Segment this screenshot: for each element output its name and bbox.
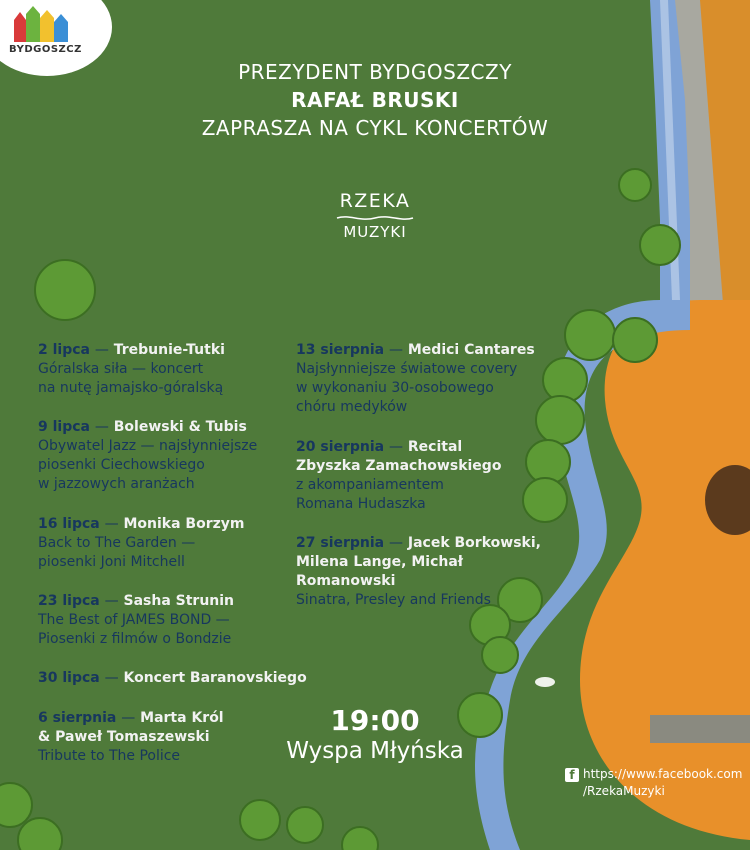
concert-artist: Trebunie-Tutki: [113, 342, 225, 358]
concert-date: 2 lipca: [38, 342, 90, 358]
concert-entry: 20 sierpnia — Recital Zbyszka Zamachowskiego z akompaniamentem Romana Hudaszka: [296, 438, 566, 514]
concert-artist: Monika Borzym: [123, 516, 245, 532]
concert-date: 9 lipca: [38, 419, 90, 435]
facebook-url-line-1[interactable]: https://www.facebook.com: [583, 767, 743, 781]
concert-artist: Recital: [407, 439, 463, 455]
concert-date: 27 sierpnia: [296, 535, 385, 551]
concert-entry: 9 lipca — Bolewski & Tubis Obywatel Jazz — najsłynniejsze piosenki Ciechowskiego w jazzowych aranżach: [38, 418, 298, 494]
concert-date: 6 sierpnia: [38, 710, 117, 726]
concert-desc: Najsłynniejsze światowe covery: [296, 361, 518, 377]
concert-entry: 6 sierpnia — Marta Król & Paweł Tomaszewski Tribute to The Police: [38, 709, 298, 766]
concert-desc: Góralska siła — koncert: [38, 361, 204, 377]
concert-desc: na nutę jamajsko-góralską: [38, 380, 224, 396]
concert-desc: chóru medyków: [296, 399, 408, 415]
concert-artist: Jacek Borkowski,: [407, 535, 541, 551]
event-brand: [325, 190, 425, 241]
logo-text: BYDGOSZCZ: [9, 44, 82, 55]
header-line-3: ZAPRASZA NA CYKL KONCERTÓW: [201, 116, 549, 140]
concert-desc: w jazzowych aranżach: [38, 476, 195, 492]
concert-entry: 13 sierpnia — Medici Cantares Najsłynniejsze światowe covery w wykonaniu 30-osobowego chóru medyków: [296, 341, 566, 417]
invitation-header: [0, 58, 750, 142]
concert-desc: piosenki Ciechowskiego: [38, 457, 205, 473]
concert-desc: piosenki Joni Mitchell: [38, 554, 185, 570]
concert-entry: 23 lipca — Sasha Strunin The Best of JAMES BOND — Piosenki z filmów o Bondzie: [38, 592, 298, 649]
concert-desc: Tribute to The Police: [38, 748, 181, 764]
concert-artist-2: & Paweł Tomaszewski: [38, 729, 210, 745]
brand-top: RZEKA: [339, 190, 411, 212]
concert-desc: Obywatel Jazz — najsłynniejsze: [38, 438, 258, 454]
brand-bottom: MUZYKI: [343, 223, 407, 241]
header-line-1: PREZYDENT BYDGOSZCZY: [238, 60, 512, 84]
concert-desc: Romana Hudaszka: [296, 496, 426, 512]
concert-date: 13 sierpnia: [296, 342, 385, 358]
event-time: 19:00: [330, 704, 420, 737]
concert-artist: Koncert Baranovskiego: [123, 670, 307, 686]
concert-artist: Marta Król: [140, 710, 224, 726]
concert-date: 16 lipca: [38, 516, 100, 532]
concert-artist-2: Zbyszka Zamachowskiego: [296, 458, 502, 474]
concert-date: 20 sierpnia: [296, 439, 385, 455]
facebook-url-line-2[interactable]: /RzekaMuzyki: [583, 784, 665, 798]
concert-desc: w wykonaniu 30-osobowego: [296, 380, 494, 396]
houses-icon: [12, 4, 72, 46]
concert-entry: 2 lipca — Trebunie-Tutki Góralska siła — koncert na nutę jamajsko-góralską: [38, 341, 298, 398]
concert-desc: Back to The Garden —: [38, 535, 196, 551]
concert-artist: Medici Cantares: [407, 342, 535, 358]
concert-date: 23 lipca: [38, 593, 100, 609]
concert-entry: 27 sierpnia — Jacek Borkowski, Milena Lange, Michał Romanowski Sinatra, Presley and Friends: [296, 534, 566, 610]
facebook-icon: f: [565, 768, 579, 782]
concert-desc: Sinatra, Presley and Friends: [296, 592, 491, 608]
concert-entry: 16 lipca — Monika Borzym Back to The Garden — piosenki Joni Mitchell: [38, 515, 298, 572]
concert-entry: 30 lipca — Koncert Baranovskiego: [38, 670, 307, 686]
concert-desc: z akompaniamentem: [296, 477, 444, 493]
concert-desc: Piosenki z filmów o Bondzie: [38, 631, 232, 647]
header-line-2: RAFAŁ BRUSKI: [291, 88, 459, 112]
concert-date: 30 lipca: [38, 670, 100, 686]
event-place: Wyspa Młyńska: [286, 738, 464, 764]
concert-artist: Bolewski & Tubis: [113, 419, 247, 435]
concert-artist: Sasha Strunin: [123, 593, 235, 609]
wave-icon: [335, 214, 415, 222]
concert-artist-2: Milena Lange, Michał Romanowski: [296, 554, 463, 589]
concert-desc: The Best of JAMES BOND —: [38, 612, 230, 628]
